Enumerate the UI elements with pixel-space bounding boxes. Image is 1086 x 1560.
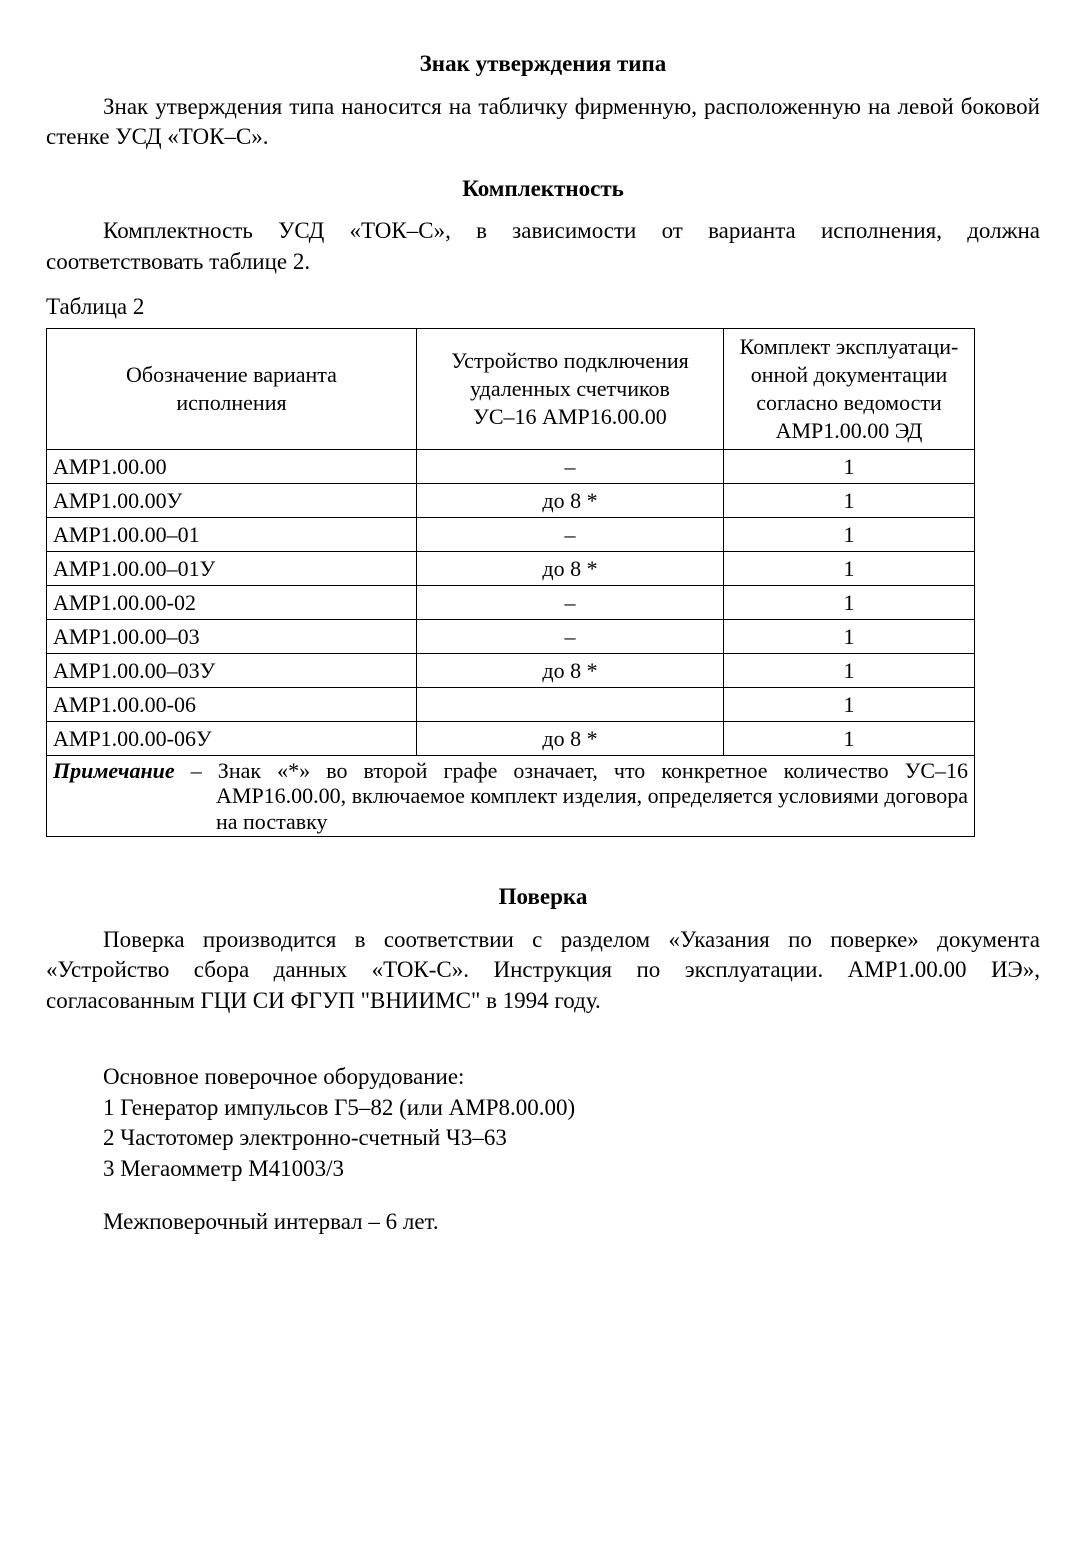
spacer [46, 1185, 1040, 1207]
section-heading-marking: Знак утверждения типа [419, 51, 667, 76]
cell-docs: 1 [724, 552, 975, 586]
cell-variant: АМР1.00.00-02 [47, 586, 417, 620]
header-line: Обозначение варианта [126, 362, 337, 388]
section-heading-completeness: Комплектность [462, 175, 624, 201]
equipment-item: 1 Генератор импульсов Г5–82 (или АМР8.00.00) [103, 1094, 576, 1120]
column-header-docs [724, 329, 975, 450]
table-row [47, 552, 975, 586]
header-line: Устройство подключения [451, 348, 689, 374]
paragraph-marking: Знак утверждения типа наносится на табличку фирменную, расположенную на левой боковой стенке УСД «ТОК–С». [46, 93, 1040, 150]
spacer [46, 911, 1040, 925]
table-note-label: Примечание [53, 758, 175, 784]
cell-device: до 8 * [417, 654, 724, 688]
cell-variant: АМР1.00.00–01У [47, 552, 417, 586]
column-header-device [417, 329, 724, 450]
paragraph-verification: Поверка производится в соответствии с разделом «Указания по поверке» документа «Устройство сбора данных «ТОК-С». Инструкция по эксплуатации. АМР1.00.00 ИЭ», согласованным ГЦИ СИ ФГУП "ВНИИМС" в 1994 году. [46, 926, 1040, 1013]
cell-docs: 1 [724, 654, 975, 688]
cell-variant: АМР1.00.00У [47, 484, 417, 518]
cell-variant: АМР1.00.00-06 [47, 688, 417, 722]
paragraph-completeness: Комплектность УСД «ТОК–С», в зависимости от варианта исполнения, должна соответствовать таблице 2. [46, 218, 1040, 274]
cell-docs: 1 [724, 484, 975, 518]
cell-device [417, 688, 724, 722]
table-note [53, 758, 968, 834]
spacer [46, 78, 1040, 92]
table-note-text: – Знак «*» во второй графе означает, что конкретное количество УС–16 АМР16.00.00, включаемое комплект изделия, определяется условиями договора на поставку [174, 758, 968, 834]
table-row [47, 620, 975, 654]
cell-docs: 1 [724, 620, 975, 654]
verification-interval-block [46, 1207, 1040, 1238]
cell-device: – [417, 586, 724, 620]
verification-interval: Межповерочный интервал – 6 лет. [103, 1208, 439, 1234]
table-row [47, 722, 975, 756]
cell-docs: 1 [724, 722, 975, 756]
cell-variant: АМР1.00.00–01 [47, 518, 417, 552]
header-line: удаленных счетчиков [470, 376, 670, 402]
table-header-row [47, 329, 975, 450]
spacer [46, 202, 1040, 216]
cell-device: – [417, 620, 724, 654]
cell-docs: 1 [724, 518, 975, 552]
equipment-item: 2 Частотомер электронно-счетный Ч3–63 [103, 1125, 507, 1151]
cell-docs: 1 [724, 586, 975, 620]
table-row [47, 450, 975, 484]
column-header-variant [47, 329, 417, 450]
equipment-item: 3 Мегаомметр М41003/3 [103, 1156, 345, 1182]
spacer [46, 1016, 1040, 1062]
verification-equipment-block [46, 1062, 1040, 1184]
cell-variant: АМР1.00.00–03 [47, 620, 417, 654]
table-row [47, 654, 975, 688]
cell-docs: 1 [724, 450, 975, 484]
cell-device: до 8 * [417, 722, 724, 756]
cell-variant: АМР1.00.00-06У [47, 722, 417, 756]
table-note-row [47, 756, 975, 837]
cell-variant: АМР1.00.00 [47, 450, 417, 484]
header-line: согласно ведомости [756, 390, 942, 416]
header-line: УС–16 АМР16.00.00 [473, 404, 667, 430]
completeness-table [46, 328, 975, 837]
cell-device: – [417, 450, 724, 484]
table-caption: Таблица 2 [46, 293, 145, 319]
spacer [46, 153, 1040, 175]
table-row [47, 586, 975, 620]
section-heading-verification: Поверка [498, 883, 588, 909]
cell-variant: АМР1.00.00–03У [47, 654, 417, 688]
header-line: АМР1.00.00 ЭД [775, 418, 923, 444]
header-line: онной документации [750, 362, 948, 388]
cell-device: – [417, 518, 724, 552]
header-line: Комплект эксплуатаци- [739, 334, 959, 360]
cell-device: до 8 * [417, 484, 724, 518]
header-line: исполнения [176, 390, 287, 416]
cell-device: до 8 * [417, 552, 724, 586]
spacer [46, 837, 1040, 883]
equipment-title: Основное поверочное оборудование: [103, 1064, 465, 1090]
table-row [47, 688, 975, 722]
table-body [47, 450, 975, 837]
spacer [46, 278, 1040, 292]
table-note-cell [47, 756, 975, 837]
table-row [47, 518, 975, 552]
table-row [47, 484, 975, 518]
table-header [47, 329, 975, 450]
cell-docs: 1 [724, 688, 975, 722]
